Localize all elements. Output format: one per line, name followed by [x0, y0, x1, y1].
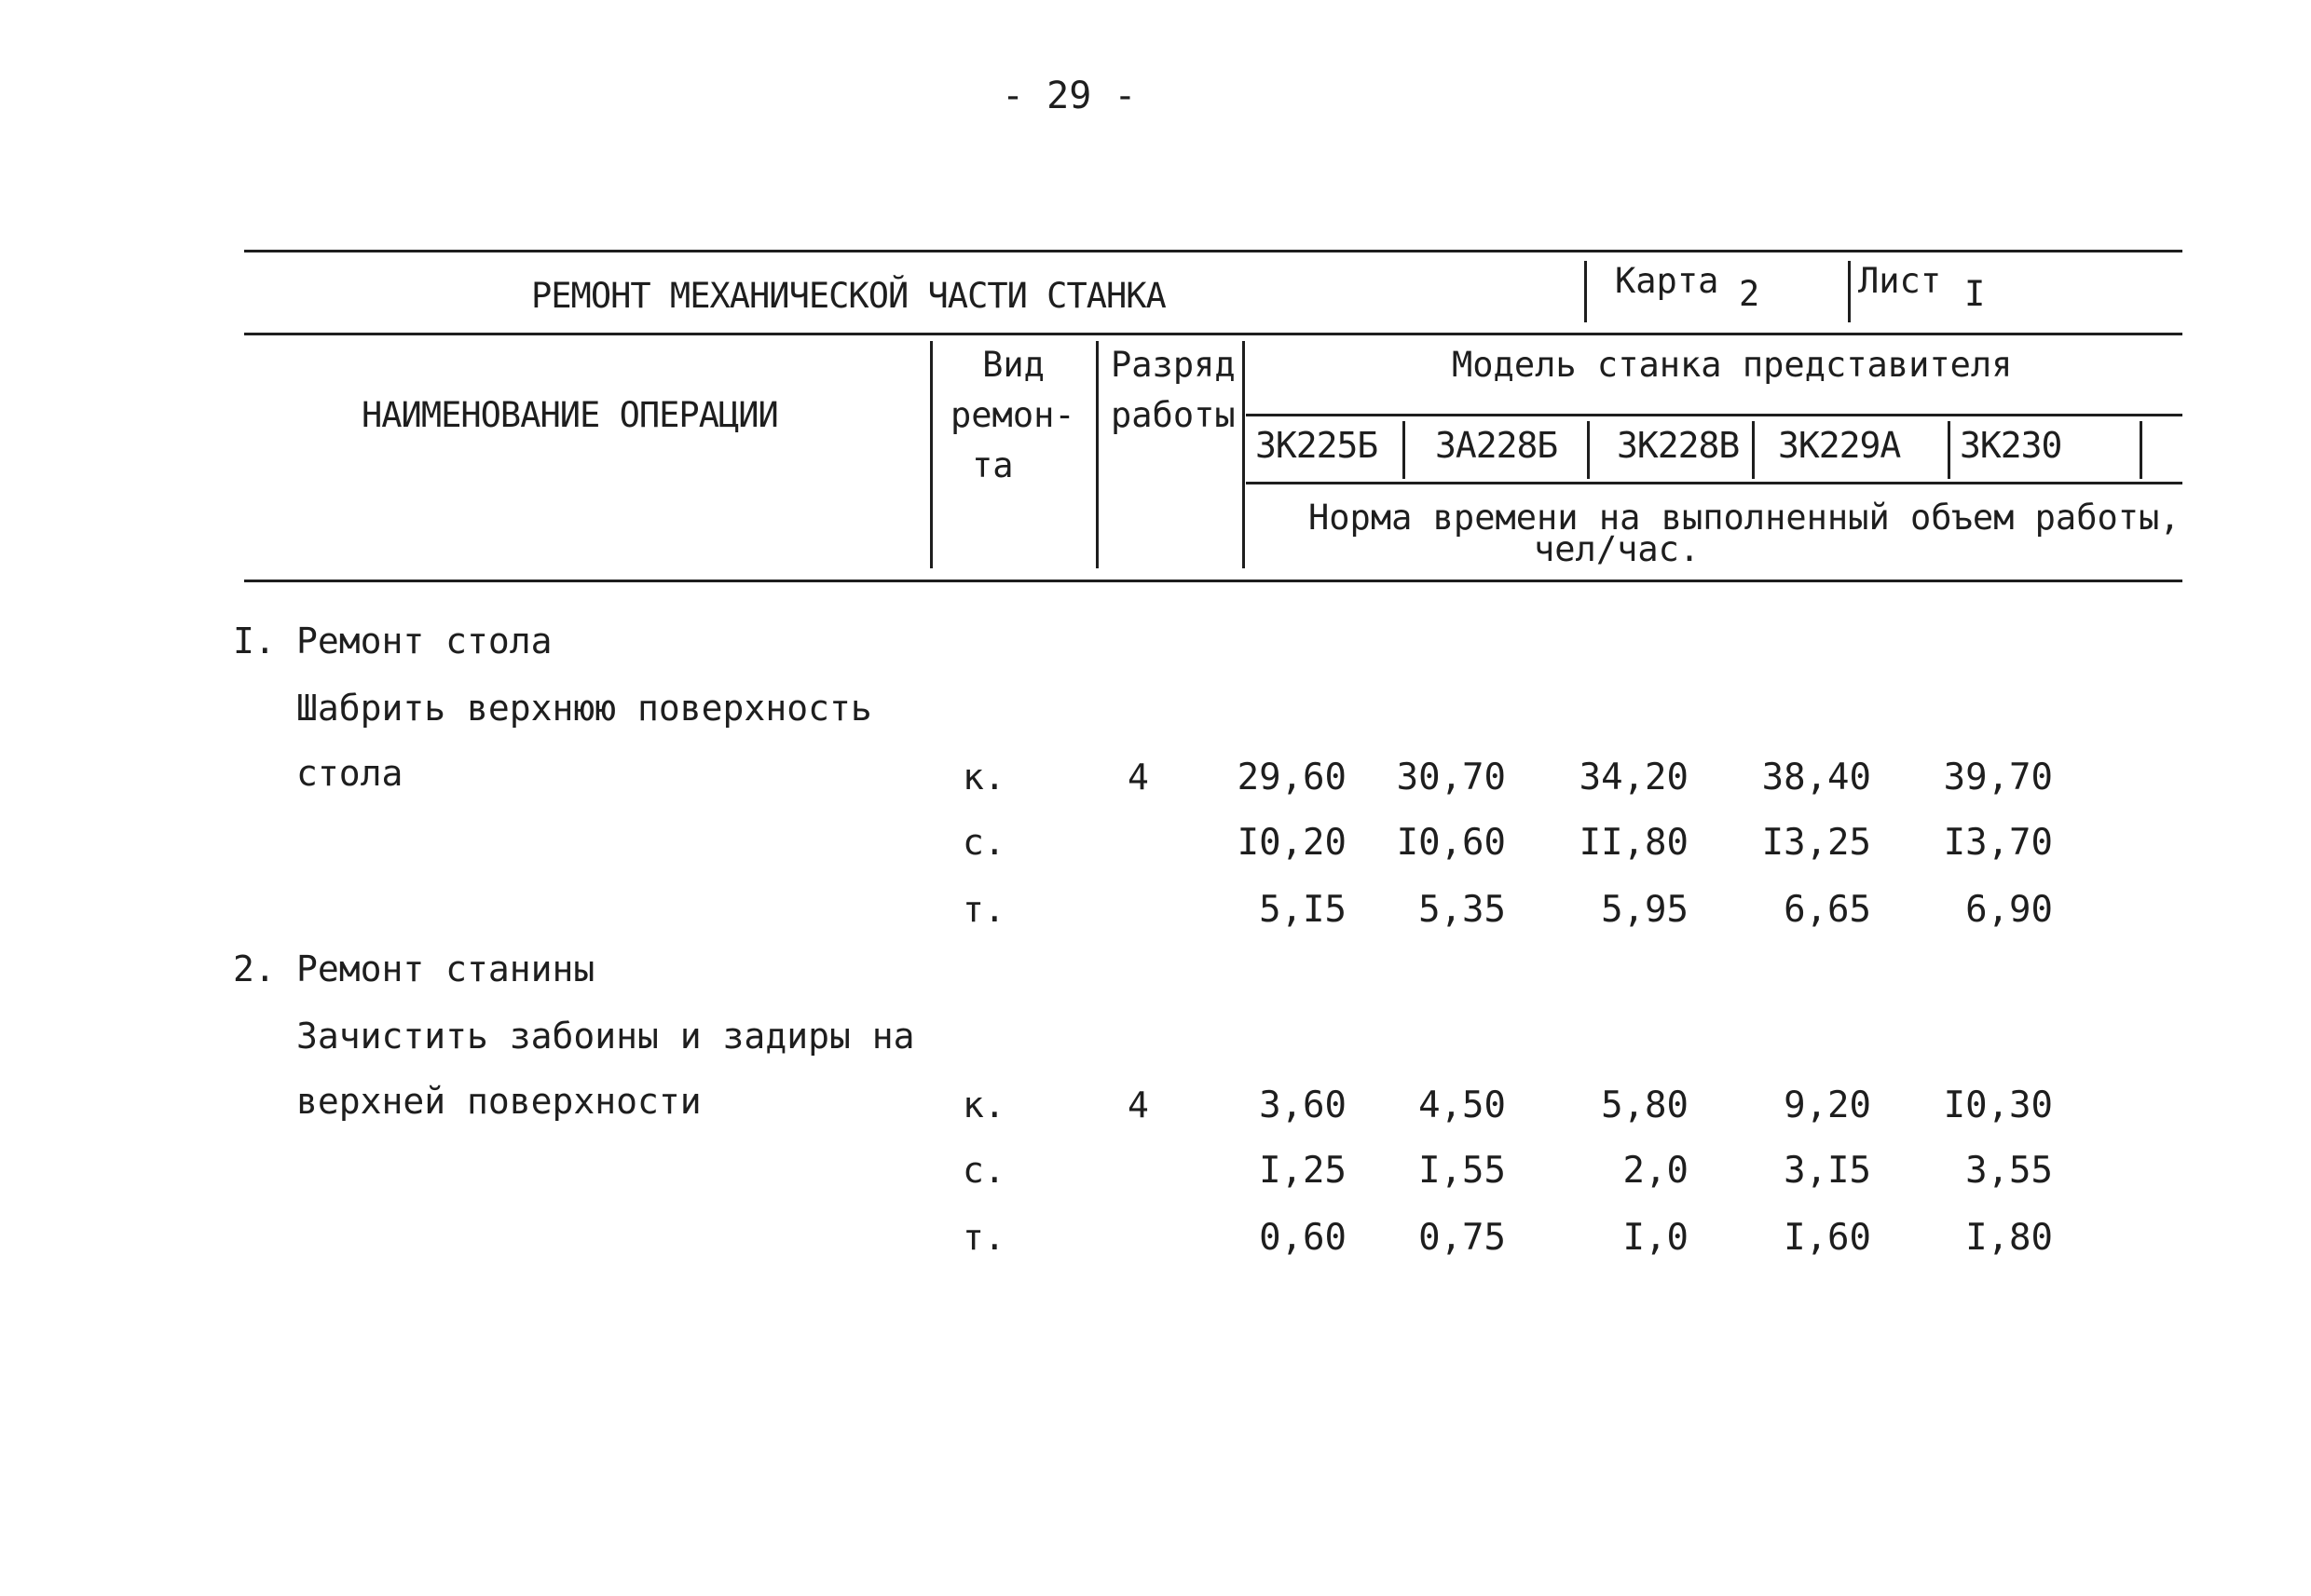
repair-type-header-line3: та [972, 445, 1014, 485]
s1-k-val-4: 38,40 [1761, 757, 1871, 798]
section-1-grade: 4 [1128, 757, 1149, 798]
section-1-type-s: с. [963, 822, 1005, 863]
section-2-grade: 4 [1128, 1084, 1149, 1125]
s2-t-val-1: 0,60 [1259, 1217, 1347, 1259]
s2-k-val-5: I0,30 [1943, 1084, 2053, 1126]
section-2-type-k: к. [963, 1084, 1005, 1125]
section-2-number: 2. [233, 948, 276, 989]
s1-t-val-3: 5,95 [1601, 889, 1689, 931]
s2-k-val-3: 5,80 [1601, 1084, 1689, 1126]
s2-s-val-2: I,55 [1418, 1150, 1506, 1192]
section-1-description-line2: стола [296, 753, 403, 794]
card-separator [1584, 261, 1587, 322]
repair-col-separator [1096, 341, 1099, 568]
s1-s-val-2: I0,60 [1396, 822, 1506, 864]
s1-t-val-5: 6,90 [1965, 889, 2053, 931]
section-2-description-line2: верхней поверхности [296, 1081, 702, 1122]
s2-s-val-4: 3,I5 [1784, 1150, 1871, 1192]
section-1-title: Ремонт стола [296, 621, 553, 662]
model-group-rule [1246, 414, 2182, 416]
model-3a228b: 3А228Б [1435, 425, 1558, 466]
model-separator-4 [1948, 421, 1950, 479]
s1-t-val-4: 6,65 [1784, 889, 1871, 931]
repair-type-header-line1: Вид [982, 345, 1045, 385]
operation-header: НАИМЕНОВАНИЕ ОПЕРАЦИИ [362, 395, 778, 435]
s2-t-val-4: I,60 [1784, 1217, 1871, 1259]
model-separator-3 [1752, 421, 1755, 479]
s2-t-val-2: 0,75 [1418, 1217, 1506, 1259]
model-3k225b: 3К225Б [1255, 425, 1378, 466]
s1-k-val-5: 39,70 [1943, 757, 2053, 798]
table-title: РЕМОНТ МЕХАНИЧЕСКОЙ ЧАСТИ СТАНКА [531, 276, 1166, 316]
s2-k-val-4: 9,20 [1784, 1084, 1871, 1126]
s1-s-val-1: I0,20 [1237, 822, 1347, 864]
section-2-type-s: с. [963, 1150, 1005, 1191]
section-1-type-t: т. [963, 889, 1005, 930]
sheet-value: I [1964, 274, 1986, 314]
s1-s-val-4: I3,25 [1761, 822, 1871, 864]
card-value: 2 [1739, 274, 1760, 314]
s2-t-val-3: I,0 [1622, 1217, 1689, 1259]
s2-k-val-2: 4,50 [1418, 1084, 1506, 1126]
model-3k229a: 3К229А [1778, 425, 1901, 466]
s1-k-val-1: 29,60 [1237, 757, 1347, 798]
sheet-separator [1848, 261, 1851, 322]
section-1-number: I. [233, 621, 276, 662]
section-2-title: Ремонт станины [296, 948, 595, 989]
section-1-description-line1: Шабрить верхнюю поверхность [296, 688, 872, 729]
model-3k228v: 3К228В [1617, 425, 1740, 466]
norm-header-line2: чел/час. [1534, 529, 1701, 569]
sheet-label: Лист [1858, 261, 1942, 301]
norm-header-line1: Норма времени на выполненный объем работы, [1308, 498, 2181, 538]
title-row-rule [244, 333, 2182, 335]
s1-t-val-1: 5,I5 [1259, 889, 1347, 931]
card-label: Карта [1615, 261, 1719, 301]
page-number: - 29 - [1002, 75, 1137, 117]
s2-s-val-1: I,25 [1259, 1150, 1347, 1192]
model-group-header: Модель станка представителя [1452, 345, 2013, 385]
grade-header-line1: Разряд [1111, 345, 1236, 385]
grade-header-line2: работы [1111, 395, 1236, 435]
model-separator-5 [2140, 421, 2142, 479]
section-2-description-line1: Зачистить забоины и задиры на [296, 1016, 915, 1057]
model-separator-2 [1587, 421, 1590, 479]
s2-k-val-1: 3,60 [1259, 1084, 1347, 1126]
section-1-type-k: к. [963, 757, 1005, 798]
s1-k-val-2: 30,70 [1396, 757, 1506, 798]
section-2-type-t: т. [963, 1217, 1005, 1258]
s2-s-val-5: 3,55 [1965, 1150, 2053, 1192]
s1-s-val-3: II,80 [1579, 822, 1689, 864]
s1-s-val-5: I3,70 [1943, 822, 2053, 864]
s2-t-val-5: I,80 [1965, 1217, 2053, 1259]
s1-k-val-3: 34,20 [1579, 757, 1689, 798]
grade-col-separator [1242, 341, 1245, 568]
s2-s-val-3: 2,0 [1622, 1150, 1689, 1192]
s1-t-val-2: 5,35 [1418, 889, 1506, 931]
header-bottom-rule [244, 580, 2182, 582]
model-3k230: 3К230 [1960, 425, 2062, 466]
model-separator-1 [1402, 421, 1405, 479]
repair-type-header-line2: ремон- [950, 395, 1075, 435]
models-row-rule [1246, 482, 2182, 484]
table-top-rule [244, 250, 2182, 252]
